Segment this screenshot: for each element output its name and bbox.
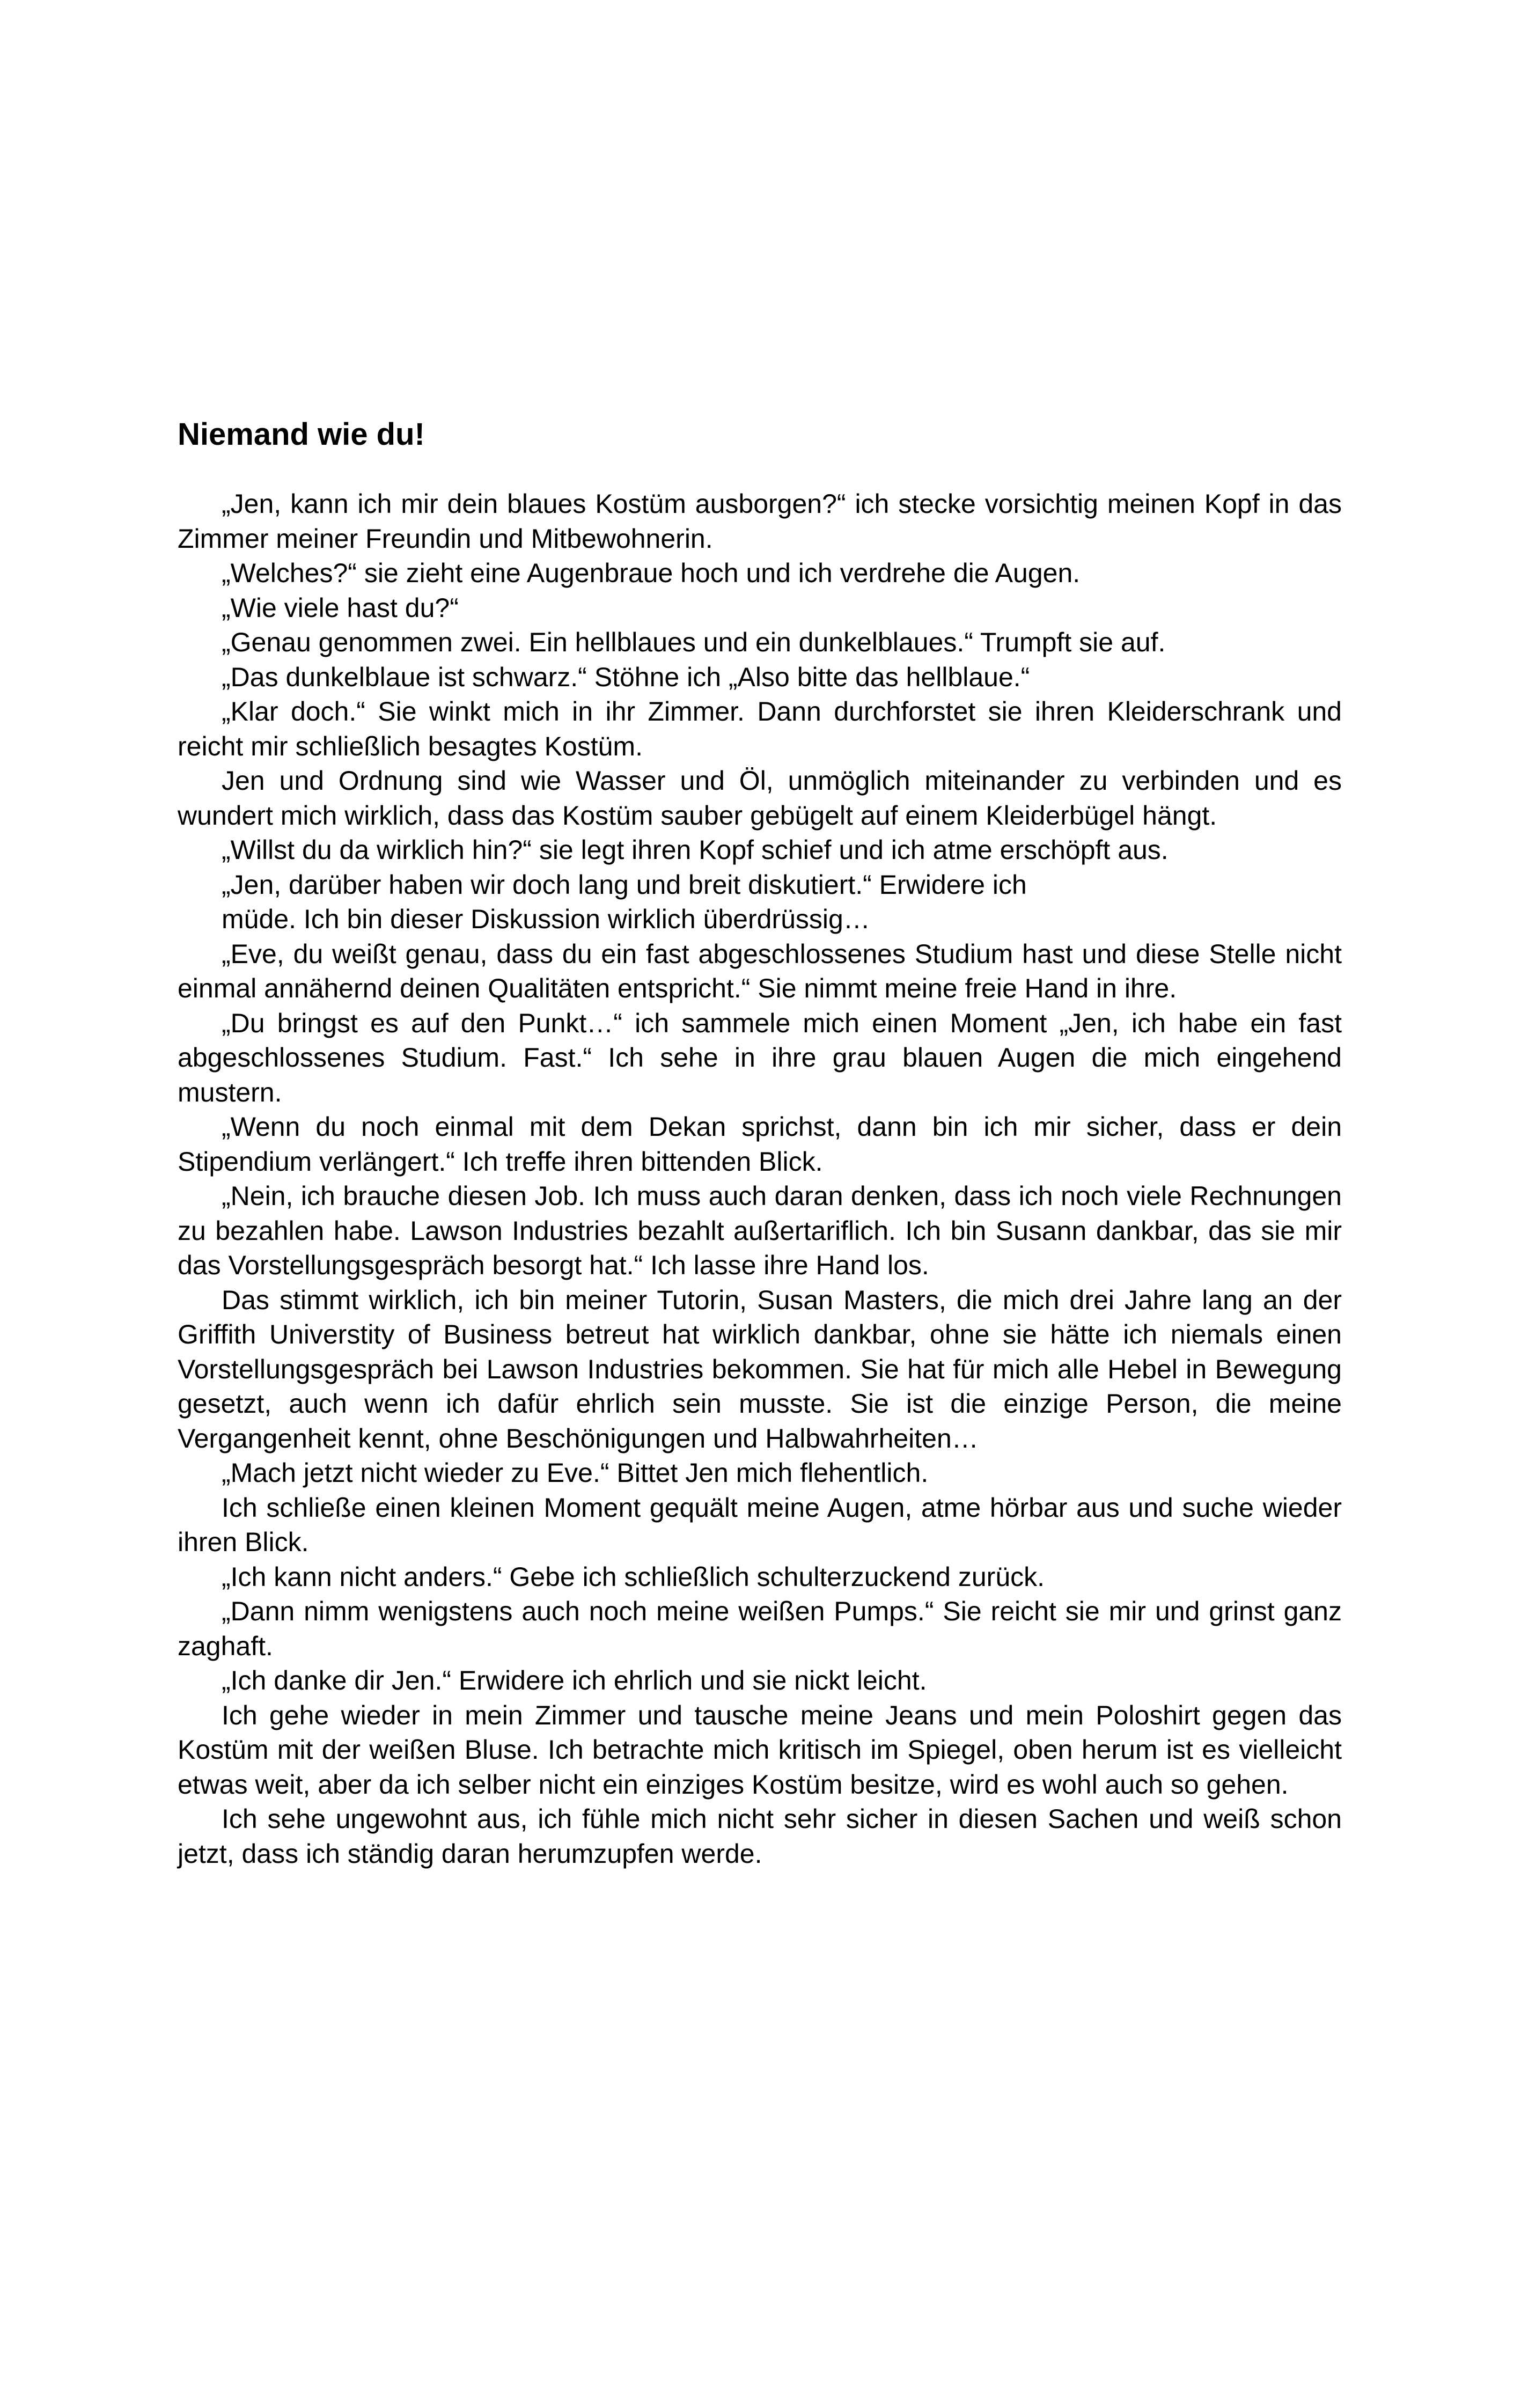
- paragraph: „Das dunkelblaue ist schwarz.“ Stöhne ich „Also bitte das hellblaue.“: [222, 662, 1030, 692]
- paragraph: müde. Ich bin dieser Diskussion wirklich überdrüssig…: [222, 904, 870, 934]
- paragraph: „Wenn du noch einmal mit dem Dekan sprichst, dann bin ich mir sicher, dass er dein Stipendium verlängert.“ Ich treffe ihren bittenden Blick.: [178, 1112, 1342, 1177]
- paragraph: „Du bringst es auf den Punkt…“ ich sammele mich einen Moment „Jen, ich habe ein fast abgeschlossenes Studium. Fast.“ Ich sehe in ihre grau blauen Augen die mich eingehend mustern.: [178, 1008, 1342, 1107]
- paragraph: „Genau genommen zwei. Ein hellblaues und ein dunkelblaues.“ Trumpft sie auf.: [222, 627, 1166, 657]
- paragraph: „Jen, darüber haben wir doch lang und breit diskutiert.“ Erwidere ich: [222, 869, 1027, 900]
- paragraph: Ich gehe wieder in mein Zimmer und tausche meine Jeans und mein Poloshirt gegen das Kostüm mit der weißen Bluse. Ich betrachte mich kritisch im Spiegel, oben herum ist es vielleicht etwas weit, aber da ich selber nicht ein einziges Kostüm besitze, wird es wohl auch so gehen.: [178, 1700, 1342, 1800]
- chapter-title: Niemand wie du!: [178, 417, 425, 452]
- paragraph: „Dann nimm wenigstens auch noch meine weißen Pumps.“ Sie reicht sie mir und grinst ganz zaghaft.: [178, 1596, 1342, 1661]
- paragraph: Ich schließe einen kleinen Moment gequält meine Augen, atme hörbar aus und suche wieder ihren Blick.: [178, 1492, 1342, 1557]
- document-body: [178, 416, 1342, 1871]
- paragraph: „Eve, du weißt genau, dass du ein fast abgeschlossenes Studium hast und diese Stelle nicht einmal annähernd deinen Qualitäten entspricht.“ Sie nimmt meine freie Hand in ihre.: [178, 938, 1342, 1003]
- paragraph: „Wie viele hast du?“: [222, 592, 459, 623]
- paragraph: „Welches?“ sie zieht eine Augenbraue hoch und ich verdrehe die Augen.: [222, 558, 1081, 588]
- paragraph: „Ich kann nicht anders.“ Gebe ich schließlich schulterzuckend zurück.: [222, 1561, 1045, 1592]
- paragraph: „Mach jetzt nicht wieder zu Eve.“ Bittet Jen mich flehentlich.: [222, 1458, 929, 1488]
- paragraph: „Ich danke dir Jen.“ Erwidere ich ehrlich und sie nickt leicht.: [222, 1665, 927, 1695]
- paragraph: „Jen, kann ich mir dein blaues Kostüm ausborgen?“ ich stecke vorsichtig meinen Kopf in das Zimmer meiner Freundin und Mitbewohnerin.: [178, 489, 1342, 554]
- paragraph: „Willst du da wirklich hin?“ sie legt ihren Kopf schief und ich atme erschöpft aus.: [222, 835, 1169, 865]
- paragraph: Das stimmt wirklich, ich bin meiner Tutorin, Susan Masters, die mich drei Jahre lang an der Griffith Universtity of Business betreut hat wirklich dankbar, ohne sie hätte ich niemals einen Vorstellungsgespräch bei Lawson Industries bekommen. Sie hat für mich alle Hebel in Bewegung gesetzt, auch wenn ich dafür ehrlich sein musste. Sie ist die einzige Person, die meine Vergangenheit kennt, ohne Beschönigungen und Halbwahrheiten…: [178, 1284, 1342, 1453]
- paragraph: Ich sehe ungewohnt aus, ich fühle mich nicht sehr sicher in diesen Sachen und weiß schon jetzt, dass ich ständig daran herumzupfen werde.: [178, 1804, 1342, 1869]
- paragraph: „Klar doch.“ Sie winkt mich in ihr Zimmer. Dann durchforstet sie ihren Kleiderschrank und reicht mir schließlich besagtes Kostüm.: [178, 696, 1342, 761]
- paragraph: Jen und Ordnung sind wie Wasser und Öl, unmöglich miteinander zu verbinden und es wundert mich wirklich, dass das Kostüm sauber gebügelt auf einem Kleiderbügel hängt.: [178, 766, 1342, 831]
- paragraph: „Nein, ich brauche diesen Job. Ich muss auch daran denken, dass ich noch viele Rechnungen zu bezahlen habe. Lawson Industries bezahlt außertariflich. Ich bin Susann dankbar, das sie mir das Vorstellungsgespräch besorgt hat.“ Ich lasse ihre Hand los.: [178, 1181, 1342, 1280]
